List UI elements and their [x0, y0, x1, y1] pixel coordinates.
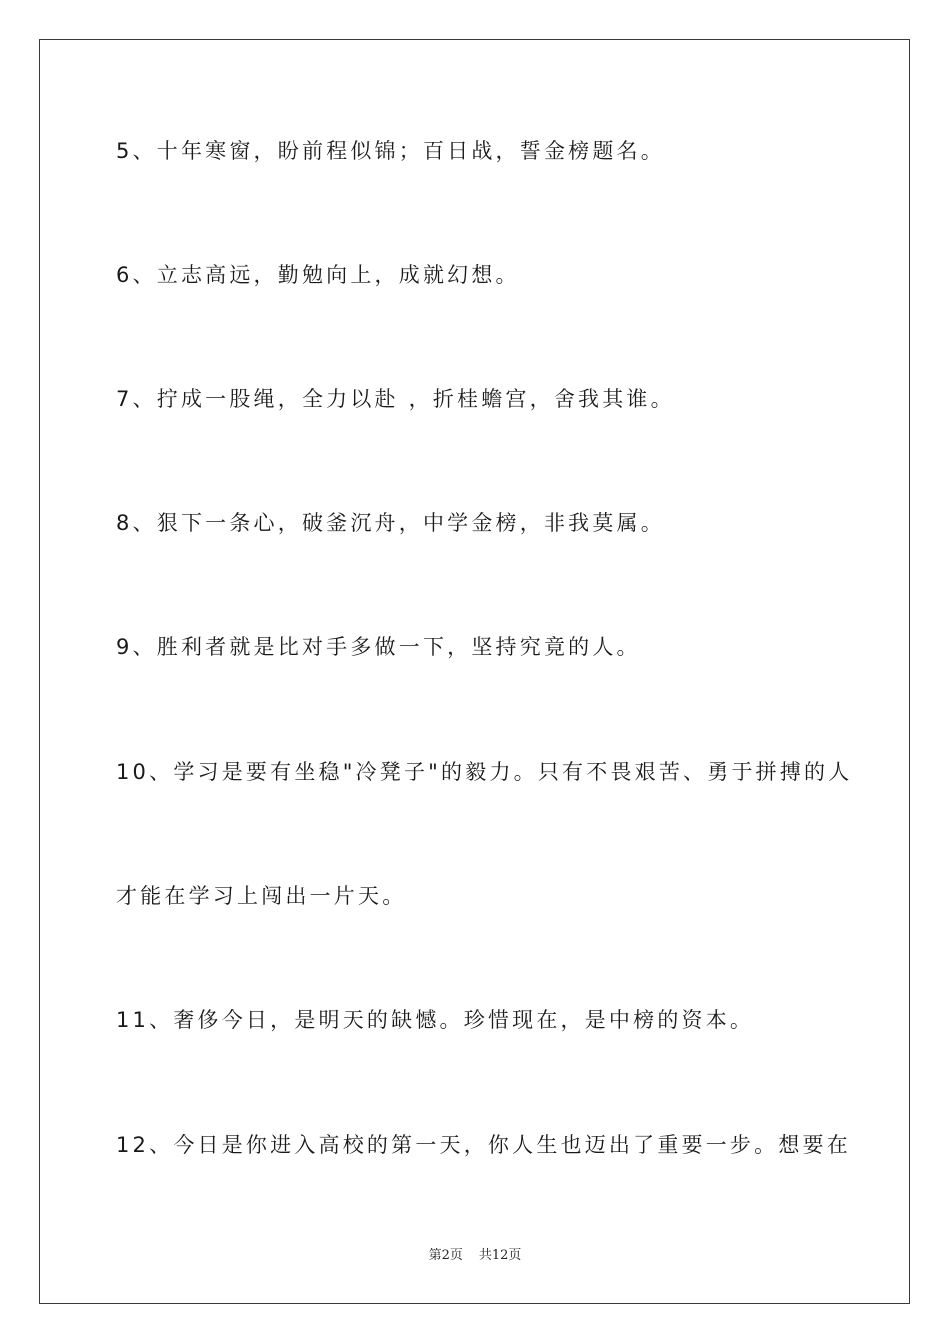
- text-line: 12、今日是你进入高校的第一天，你人生也迈出了重要一步。想要在: [116, 1133, 851, 1157]
- text-line: 才能在学习上闯出一片天。: [116, 884, 407, 908]
- text-line: 11、奢侈今日，是明天的缺憾。珍惜现在，是中榜的资本。: [116, 1008, 755, 1032]
- text-line: 7、拧成一股绳，全力以赴 ，折桂蟾宫，舍我其谁。: [116, 387, 675, 411]
- text-line: 8、狠下一条心，破釜沉舟，中学金榜，非我莫属。: [116, 511, 665, 535]
- text-line: 9、胜利者就是比对手多做一下，坚持究竟的人。: [116, 635, 641, 659]
- page-total: 共12页: [478, 1248, 522, 1263]
- page-frame: [39, 39, 910, 1304]
- text-line: 10、学习是要有坐稳"冷凳子"的毅力。只有不畏艰苦、勇于拼搏的人: [116, 760, 853, 784]
- text-line: 6、立志高远，勤勉向上，成就幻想。: [116, 263, 520, 287]
- page-number: 第2页: [428, 1248, 463, 1263]
- page-footer: [0, 1247, 950, 1265]
- text-line: 5、十年寒窗，盼前程似锦；百日战，誓金榜题名。: [116, 139, 665, 163]
